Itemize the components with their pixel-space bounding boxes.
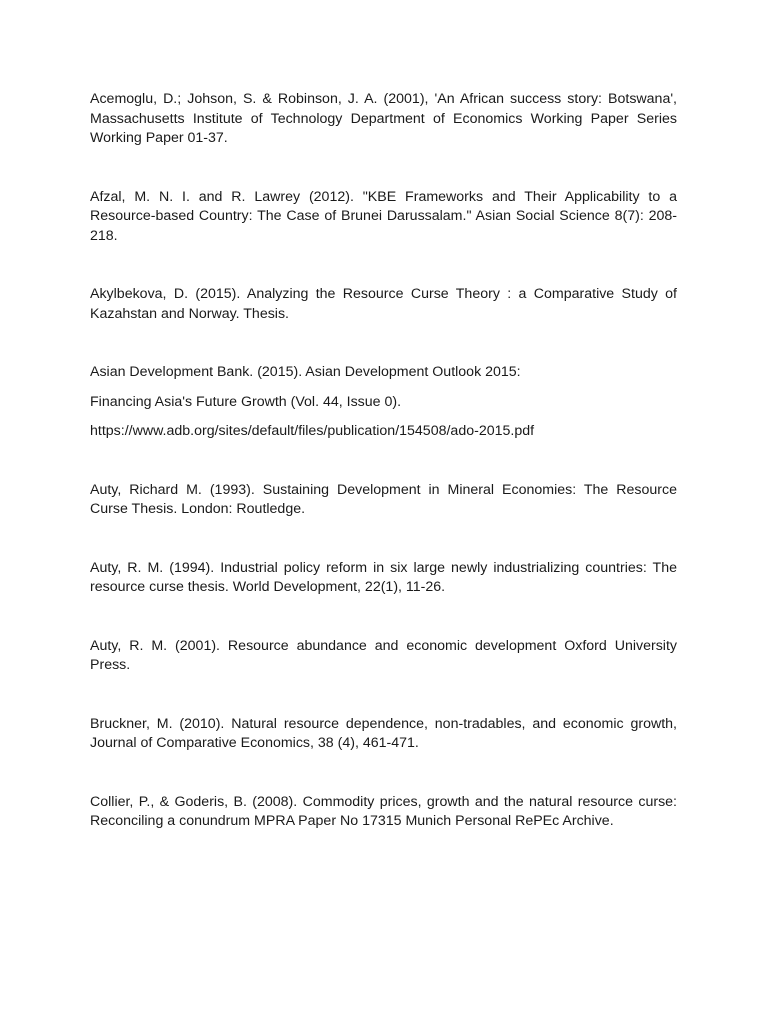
reference-entry: Akylbekova, D. (2015). Analyzing the Resource Curse Theory : a Comparative Study of Kazahstan and Norway. Thesis. (90, 286, 677, 322)
reference-line: Financing Asia's Future Growth (Vol. 44, Issue 0). (90, 393, 402, 410)
reference-entry: Auty, R. M. (1994). Industrial policy reform in six large newly industrializing countries: The resource curse thesis. World Development, 22(1), 11-26. (90, 559, 677, 595)
reference-entry: Auty, R. M. (2001). Resource abundance and economic development Oxford University Press. (90, 637, 677, 673)
reference-entry: Auty, Richard M. (1993). Sustaining Development in Mineral Economies: The Resource Curse Thesis. London: Routledge. (90, 481, 677, 517)
reference-line: Asian Development Bank. (2015). Asian Development Outlook 2015: (90, 364, 521, 380)
reference-entry: Afzal, M. N. I. and R. Lawrey (2012). "KBE Frameworks and Their Applicability to a Resource-based Country: The Case of Brunei Darussalam." Asian Social Science 8(7): 208-218. (90, 188, 677, 244)
reference-entry: Bruckner, M. (2010). Natural resource dependence, non-tradables, and economic growth, Journal of Comparative Economics, 38 (4), 461-471. (90, 715, 677, 751)
reference-entry-adb (90, 363, 677, 442)
reference-entry: Collier, P., & Goderis, B. (2008). Commodity prices, growth and the natural resource curse: Reconciling a conundrum MPRA Paper No 17315 Munich Personal RePEc Archive. (90, 793, 677, 829)
reference-entry: Acemoglu, D.; Johson, S. & Robinson, J. A. (2001), 'An African success story: Botswana', Massachusetts Institute of Technology Department of Economics Working Paper Series Working Paper 01-37. (90, 91, 677, 146)
reference-list (90, 90, 677, 871)
reference-url: https://www.adb.org/sites/default/files/publication/154508/ado-2015.pdf (90, 423, 535, 439)
